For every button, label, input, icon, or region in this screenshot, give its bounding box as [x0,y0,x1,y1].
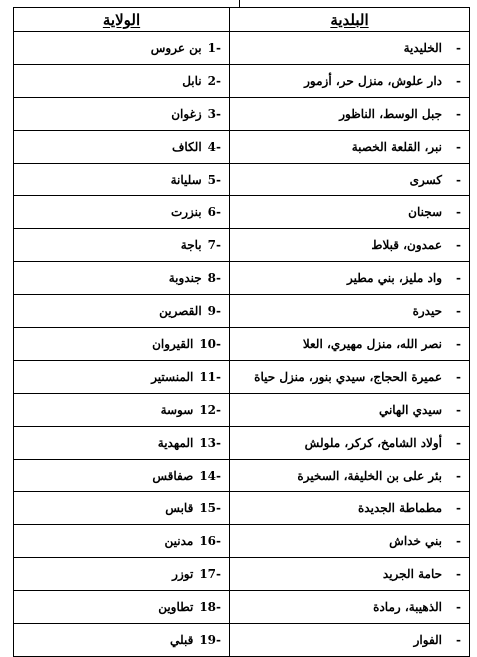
bullet-dash: - [456,501,461,516]
municipality-cell [230,459,470,492]
municipality-cell [230,624,470,657]
municipality-name: عميرة الحجاج، سيدي بنور، منزل حياة [254,369,443,384]
row-number: 18- [199,600,221,615]
governorate-cell [14,558,230,591]
governorate-name: نابل [182,73,202,88]
municipalities-table [13,7,470,657]
municipality-cell [230,558,470,591]
header-municipality: البلدية [230,8,470,32]
municipality-cell [230,328,470,361]
table-header-row [14,8,470,32]
bullet-dash: - [456,567,461,582]
governorate-name: باجة [180,238,202,253]
bullet-dash: - [456,468,461,483]
governorate-cell [14,525,230,558]
governorate-name: جندوبة [168,271,202,286]
governorate-name: المنستير [151,369,194,384]
governorate-name: توزر [172,567,194,582]
row-number: 7- [207,238,221,253]
municipality-name: عمدون، قبلاط [371,238,443,253]
table-row [14,64,470,97]
table-row [14,130,470,163]
municipality-cell [230,64,470,97]
municipality-name: دار علوش، منزل حر، أزمور [304,73,443,88]
governorate-cell [14,32,230,65]
municipality-name: نصر الله، منزل مهيري، العلا [302,336,443,351]
governorate-cell [14,591,230,624]
governorate-cell [14,262,230,295]
bullet-dash: - [456,632,461,647]
row-number: 13- [199,435,221,450]
governorate-cell [14,196,230,229]
row-number: 10- [199,336,221,351]
governorate-cell [14,163,230,196]
governorate-name: سوسة [160,402,194,417]
bullet-dash: - [456,336,461,351]
bullet-dash: - [456,534,461,549]
municipality-name: جبل الوسط، الناظور [339,106,443,121]
governorate-name: قابس [165,501,194,516]
row-number: 16- [199,534,221,549]
bullet-dash: - [456,205,461,220]
governorate-name: مدنين [164,534,194,549]
governorate-cell [14,360,230,393]
bullet-dash: - [456,435,461,450]
table-row [14,262,470,295]
table-row [14,591,470,624]
bullet-dash: - [456,369,461,384]
municipality-cell [230,591,470,624]
municipality-name: حيدرة [412,304,443,319]
bullet-dash: - [456,600,461,615]
row-number: 14- [199,468,221,483]
governorate-cell [14,624,230,657]
municipality-cell [230,229,470,262]
row-number: 12- [199,402,221,417]
municipality-cell [230,525,470,558]
row-number: 15- [199,501,221,516]
table-row [14,295,470,328]
bullet-dash: - [456,139,461,154]
header-governorate: الولاية [14,8,230,32]
municipality-cell [230,196,470,229]
municipality-cell [230,295,470,328]
page-top-tick [239,0,240,7]
governorate-name: القيروان [152,336,194,351]
municipality-cell [230,426,470,459]
row-number: 4- [207,139,221,154]
row-number: 1- [207,40,221,55]
municipality-cell [230,32,470,65]
bullet-dash: - [456,73,461,88]
table-body [14,32,470,657]
municipality-cell [230,492,470,525]
table-row [14,328,470,361]
bullet-dash: - [456,304,461,319]
municipality-cell [230,130,470,163]
governorate-cell [14,459,230,492]
governorate-name: بنزرت [170,205,202,220]
row-number: 3- [207,106,221,121]
governorate-name: صفاقس [152,468,194,483]
municipality-name: الخليدية [403,40,443,55]
governorate-name: تطاوين [158,600,194,615]
governorate-name: الكاف [171,139,202,154]
governorate-name: سليانة [170,172,202,187]
governorate-name: بن عروس [150,40,202,55]
table-row [14,163,470,196]
row-number: 11- [199,369,221,384]
table-row [14,393,470,426]
bullet-dash: - [456,40,461,55]
municipality-name: نبر، القلعة الخصبة [351,139,443,154]
row-number: 8- [207,271,221,286]
municipality-name: أولاد الشامخ، كركر، ملولش [304,435,443,450]
municipality-name: واد مليز، بني مطير [347,271,443,286]
governorate-name: قبلي [169,632,194,647]
bullet-dash: - [456,172,461,187]
governorate-cell [14,393,230,426]
table-row [14,97,470,130]
municipality-name: كسرى [409,172,443,187]
row-number: 2- [207,73,221,88]
municipality-name: حامة الجريد [382,567,443,582]
bullet-dash: - [456,238,461,253]
municipality-name: الفوار [413,632,443,647]
table-row [14,558,470,591]
bullet-dash: - [456,106,461,121]
municipality-name: سيدي الهاني [378,402,443,417]
municipality-name: مطماطة الجديدة [358,501,443,516]
municipality-cell [230,163,470,196]
municipality-name: بئر على بن الخليفة، السخيرة [297,468,443,483]
table-row [14,624,470,657]
governorate-name: المهدية [157,435,194,450]
table-row [14,492,470,525]
table-row [14,229,470,262]
row-number: 6- [207,205,221,220]
governorate-cell [14,328,230,361]
row-number: 9- [207,304,221,319]
municipality-name: الذهيبة، رمادة [373,600,443,615]
bullet-dash: - [456,402,461,417]
governorate-cell [14,229,230,262]
table-row [14,196,470,229]
row-number: 5- [207,172,221,187]
municipality-cell [230,262,470,295]
table-row [14,426,470,459]
governorate-cell [14,492,230,525]
governorate-cell [14,130,230,163]
municipality-name: سجنان [408,205,443,220]
governorate-cell [14,295,230,328]
governorate-name: زغوان [171,106,202,121]
municipality-cell [230,393,470,426]
governorate-cell [14,97,230,130]
table-row [14,32,470,65]
municipality-name: بني خداش [389,534,443,549]
governorate-name: القصرين [159,304,202,319]
governorate-cell [14,64,230,97]
municipality-cell [230,97,470,130]
row-number: 19- [199,632,221,647]
table-row [14,525,470,558]
row-number: 17- [199,567,221,582]
governorate-cell [14,426,230,459]
table-row [14,459,470,492]
municipality-cell [230,360,470,393]
table-row [14,360,470,393]
bullet-dash: - [456,271,461,286]
